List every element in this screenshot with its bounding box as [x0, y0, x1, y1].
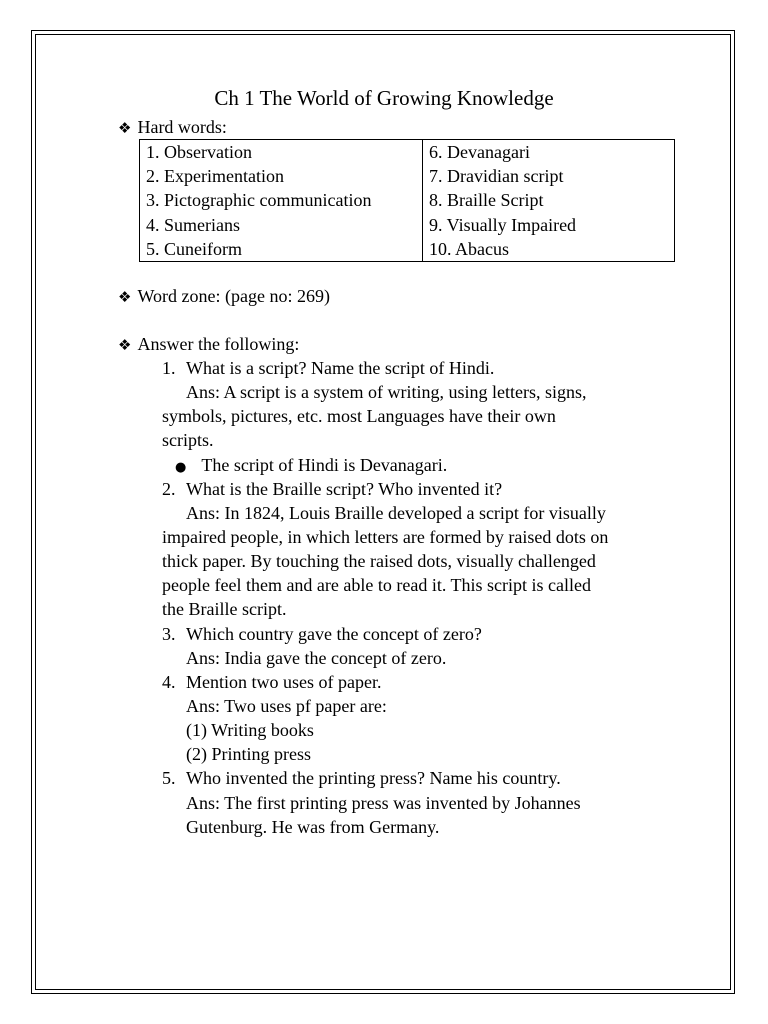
hard-word-item: 8. Braille Script — [429, 190, 544, 211]
hard-words-left-column — [140, 140, 423, 262]
question-1 — [162, 356, 494, 380]
hard-words-table — [139, 139, 675, 262]
answer-line: scripts. — [162, 430, 214, 450]
question-text: Mention two uses of paper. — [186, 672, 382, 692]
answer-heading-line — [118, 332, 299, 357]
word-zone: Word zone: (page no: 269) — [137, 286, 330, 306]
answer-line: Ans: In 1824, Louis Braille developed a script for visually — [186, 503, 606, 523]
bullet-line — [175, 453, 447, 480]
hard-word-item: 6. Devanagari — [429, 142, 530, 162]
diamond-bullet-icon: ❖ — [118, 288, 132, 306]
answer-line: (1) Writing books — [186, 720, 314, 740]
question-text: What is a script? Name the script of Hindi. — [186, 358, 495, 378]
question-text: What is the Braille script? Who invented it? — [186, 479, 503, 499]
hard-word-item: 1. Observation — [146, 142, 252, 162]
diamond-bullet-icon: ❖ — [118, 119, 132, 137]
answer-line: people feel them and are able to read it. This script is called — [162, 575, 592, 595]
answer-line: (2) Printing press — [186, 744, 311, 764]
hard-word-item: 10. Abacus — [429, 238, 509, 259]
question-number: 3. — [162, 624, 176, 644]
hard-words-heading-line — [118, 115, 227, 140]
question-text: Which country gave the concept of zero? — [186, 624, 482, 644]
question-number: 4. — [162, 672, 176, 692]
hard-word-item: 7. Dravidian script — [429, 166, 564, 187]
answer-line: symbols, pictures, etc. most Languages have their own — [162, 406, 556, 426]
answer-line: impaired people, in which letters are formed by raised dots on — [162, 527, 609, 547]
word-zone-line — [118, 284, 330, 309]
answer-line: Ans: A script is a system of writing, using letters, signs, — [186, 382, 587, 402]
answer-line: Ans: India gave the concept of zero. — [186, 648, 447, 668]
diamond-bullet-icon: ❖ — [118, 336, 132, 354]
question-number: 1. — [162, 358, 176, 378]
answer-line: Ans: The first printing press was invented by Johannes — [186, 793, 581, 813]
hard-word-item: 4. Sumerians — [146, 214, 240, 235]
question-4 — [162, 670, 381, 694]
question-5 — [162, 766, 561, 790]
hard-word-item: 9. Visually Impaired — [429, 214, 577, 235]
hard-words-right-column — [423, 140, 675, 262]
question-2 — [162, 477, 502, 501]
answer-line: Ans: Two uses pf paper are: — [186, 696, 387, 716]
question-text: Who invented the printing press? Name his country. — [186, 768, 561, 788]
question-number: 2. — [162, 479, 176, 499]
question-number: 5. — [162, 768, 176, 788]
hard-word-item: 3. Pictographic communication — [146, 190, 372, 211]
page-title: Ch 1 The World of Growing Knowledge — [214, 86, 554, 110]
hard-word-item: 2. Experimentation — [146, 166, 284, 187]
hard-word-item: 5. Cuneiform — [146, 238, 242, 259]
bullet-dot-icon: ● — [175, 460, 187, 475]
question-3 — [162, 622, 482, 646]
hard-words-heading: Hard words: — [137, 117, 227, 137]
bullet-text: The script of Hindi is Devanagari. — [201, 455, 448, 475]
answer-line: the Braille script. — [162, 599, 287, 619]
answer-heading: Answer the following: — [137, 334, 300, 354]
answer-line: Gutenburg. He was from Germany. — [186, 817, 440, 837]
answer-line: thick paper. By touching the raised dots, visually challenged — [162, 551, 596, 571]
